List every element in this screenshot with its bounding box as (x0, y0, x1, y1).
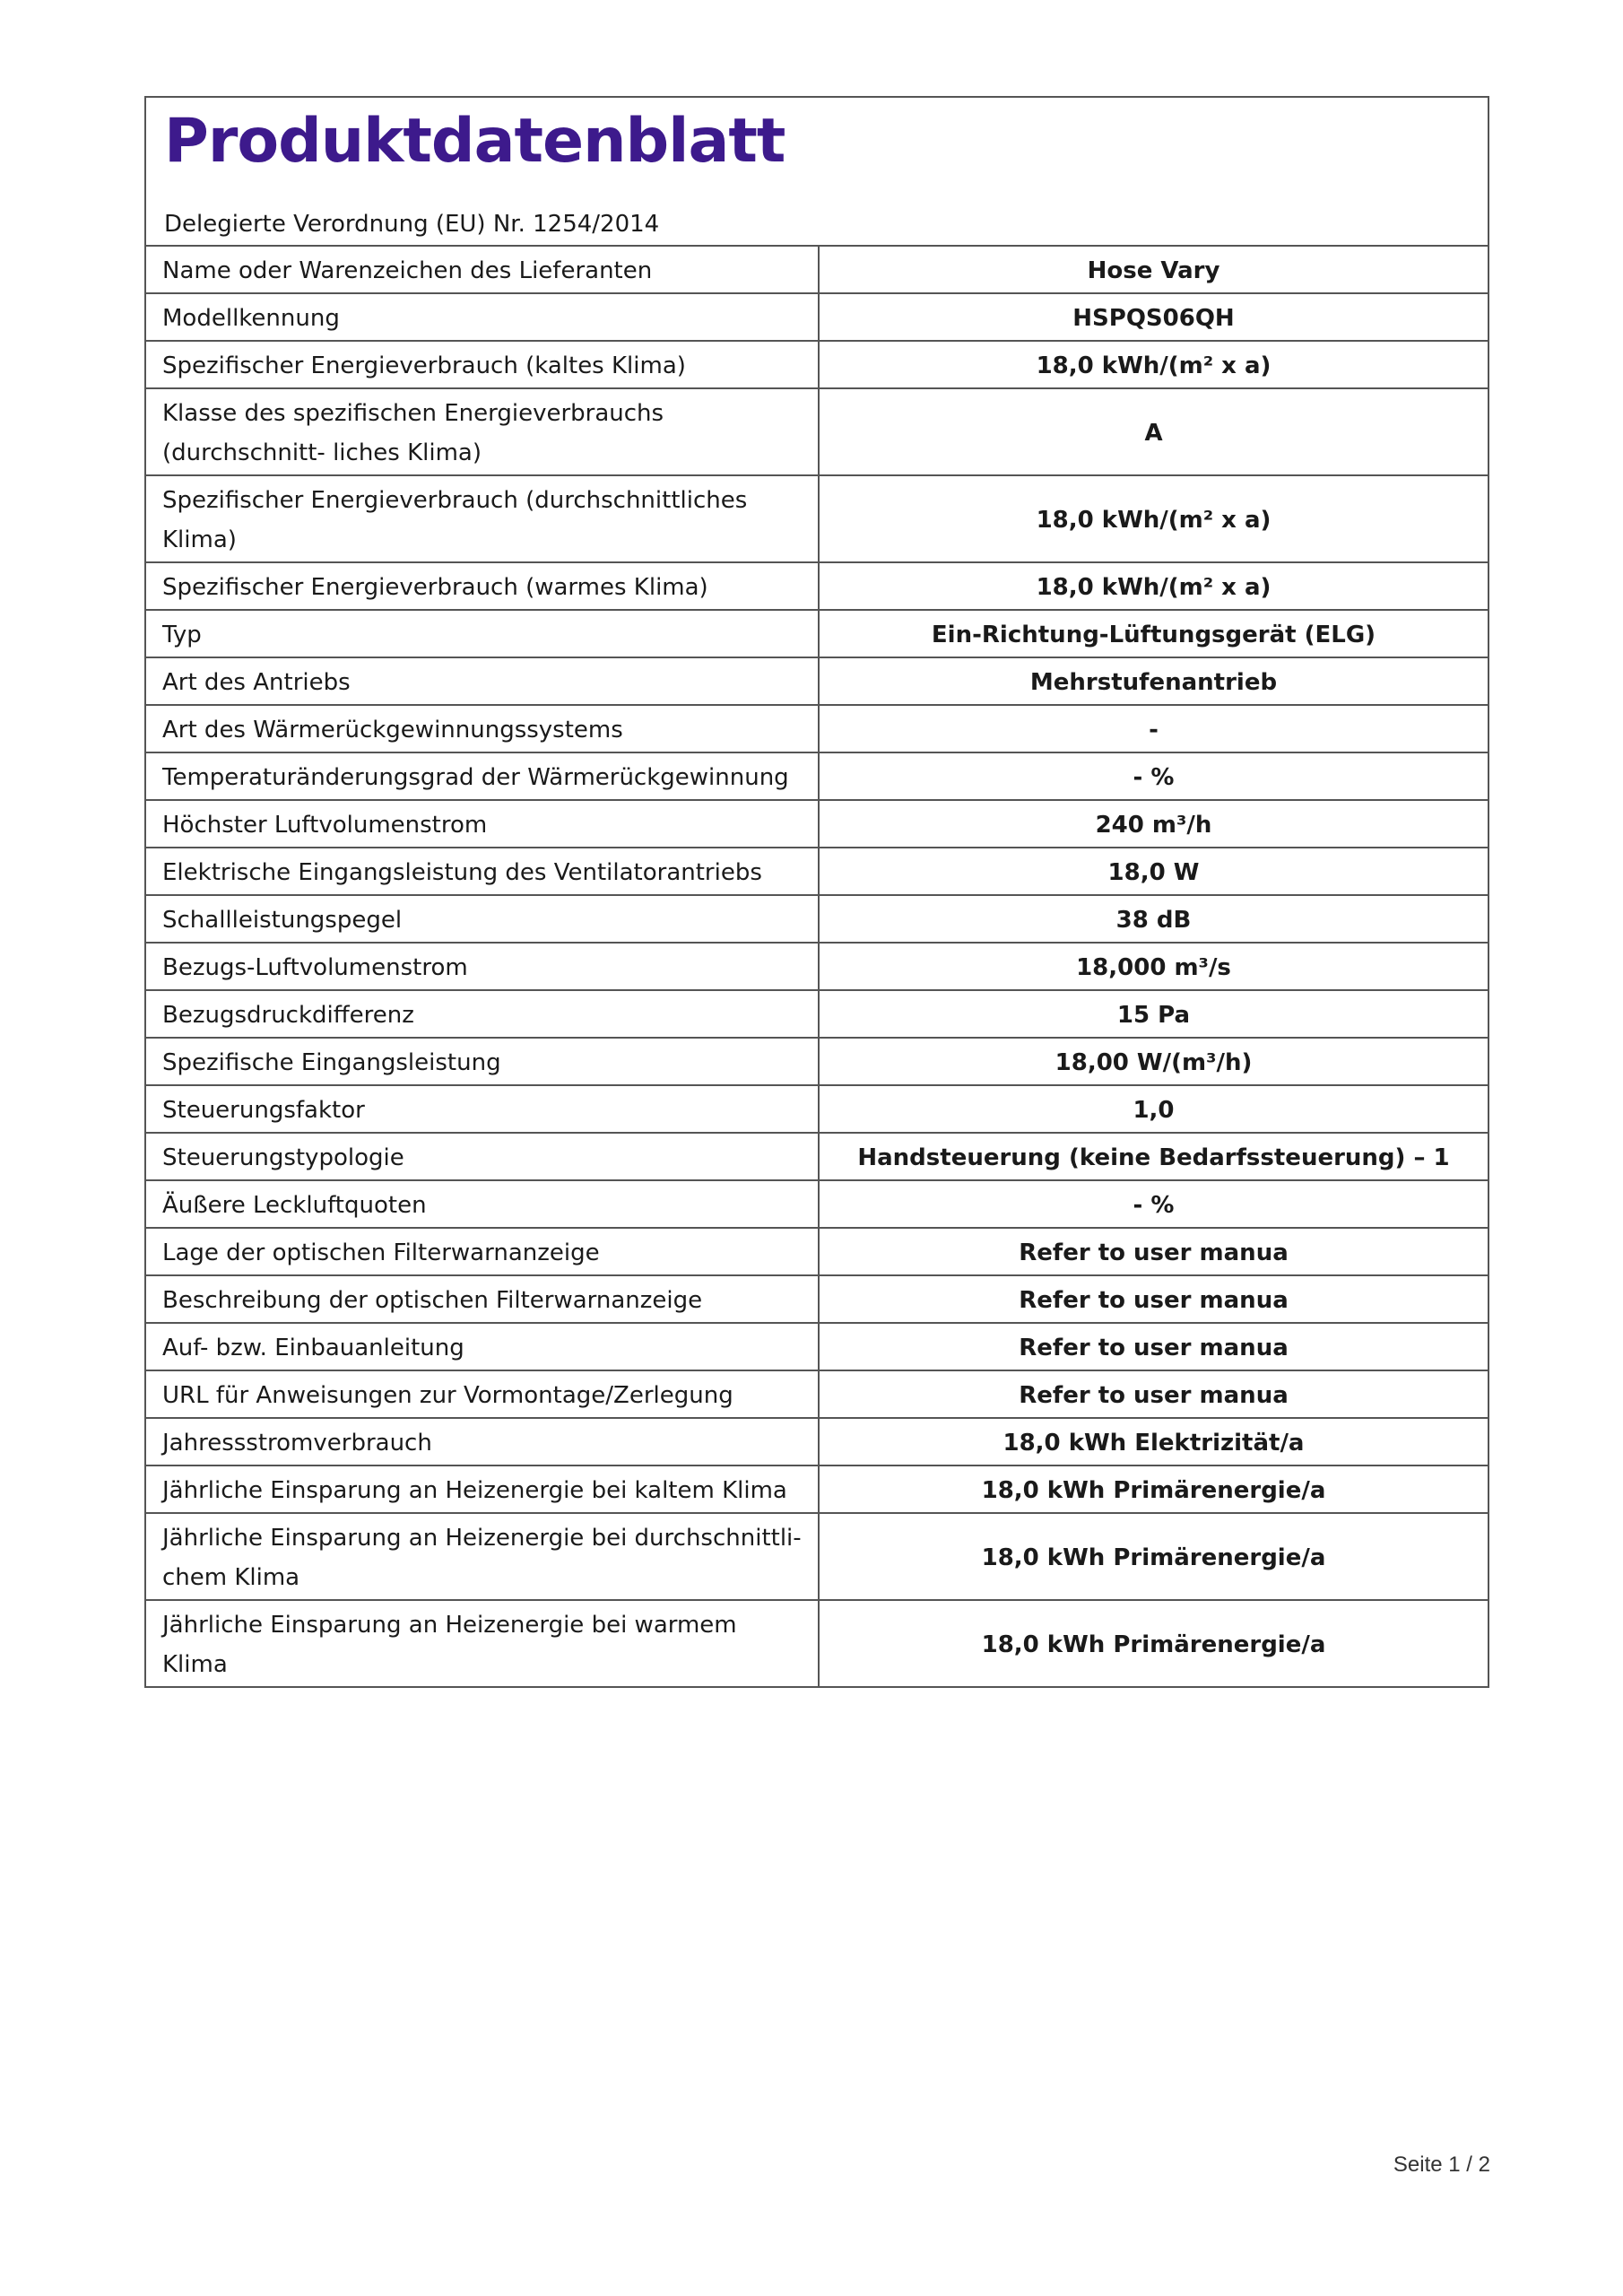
page-number: Seite 1 / 2 (1393, 2152, 1490, 2177)
row-label: Bezugs-Luftvolumenstrom (146, 943, 819, 990)
table-row (146, 1038, 1488, 1085)
table-row (146, 562, 1488, 610)
row-label: Modellkennung (146, 293, 819, 341)
table-row (146, 895, 1488, 943)
row-label: Jahressstromverbrauch (146, 1418, 819, 1465)
row-label: Spezifischer Energieverbrauch (kaltes Klima) (146, 341, 819, 388)
row-value: Ein-Richtung-Lüftungsgerät (ELG) (819, 610, 1488, 657)
row-label: Auf- bzw. Einbauanleitung (146, 1323, 819, 1370)
table-row (146, 1323, 1488, 1370)
row-value: 18,0 kWh Primärenergie/a (819, 1600, 1488, 1686)
table-row (146, 1228, 1488, 1275)
row-label: Schallleistungspegel (146, 895, 819, 943)
table-row (146, 1370, 1488, 1418)
row-value: 15 Pa (819, 990, 1488, 1038)
row-value: - % (819, 752, 1488, 800)
row-label: Beschreibung der optischen Filterwarnanzeige (146, 1275, 819, 1323)
row-label: Höchster Luftvolumenstrom (146, 800, 819, 848)
row-value: Hose Vary (1087, 257, 1220, 284)
row-label: Name oder Warenzeichen des Lieferanten (146, 247, 819, 293)
table-row (146, 1418, 1488, 1465)
row-label: Temperaturänderungsgrad der Wärmerückgewinnung (146, 752, 819, 800)
row-value: 18,00 W/(m³/h) (819, 1038, 1488, 1085)
row-label: Lage der optischen Filterwarnanzeige (146, 1228, 819, 1275)
table-row (146, 1180, 1488, 1228)
table-row (146, 341, 1488, 388)
row-value: 18,0 kWh Elektrizität/a (819, 1418, 1488, 1465)
row-label: Typ (146, 610, 819, 657)
row-value: 18,0 kWh/(m² x a) (819, 562, 1488, 610)
row-label: URL für Anweisungen zur Vormontage/Zerlegung (146, 1370, 819, 1418)
sheet-header (146, 98, 1488, 247)
table-row (146, 247, 1488, 293)
table-row (146, 293, 1488, 341)
table-row (146, 1133, 1488, 1180)
row-label: Steuerungsfaktor (146, 1085, 819, 1133)
row-value: 18,0 kWh Primärenergie/a (819, 1513, 1488, 1600)
row-label: Art des Wärmerückgewinnungssystems (146, 705, 819, 752)
table-row (146, 848, 1488, 895)
row-value: Refer to user manua (819, 1275, 1488, 1323)
row-value: 18,0 W (819, 848, 1488, 895)
row-label: Art des Antriebs (146, 657, 819, 705)
row-value: Mehrstufenantrieb (819, 657, 1488, 705)
row-value: Refer to user manua (819, 1370, 1488, 1418)
table-row (146, 1465, 1488, 1513)
row-value: - (819, 705, 1488, 752)
row-label: Elektrische Eingangsleistung des Ventilatorantriebs (146, 848, 819, 895)
row-value: Refer to user manua (819, 1323, 1488, 1370)
row-label: Klasse des spezifischen Energieverbrauchs (durchschnitt- liches Klima) (146, 388, 819, 475)
row-value: 18,0 kWh/(m² x a) (819, 341, 1488, 388)
row-value: - % (819, 1180, 1488, 1228)
row-value: 18,0 kWh/(m² x a) (819, 475, 1488, 562)
product-data-sheet (144, 96, 1489, 1688)
row-label: Steuerungstypologie (146, 1133, 819, 1180)
specification-table-body (146, 247, 1488, 1686)
row-label: Jährliche Einsparung an Heizenergie bei durchschnittli- chem Klima (146, 1513, 819, 1600)
table-row (146, 1600, 1488, 1686)
row-label: Spezifische Eingangsleistung (146, 1038, 819, 1085)
row-label: Spezifischer Energieverbrauch (durchschnittliches Klima) (146, 475, 819, 562)
page-title: Produktdatenblatt (164, 106, 785, 177)
table-row (146, 1275, 1488, 1323)
table-row (146, 1513, 1488, 1600)
table-row (146, 705, 1488, 752)
row-label: Jährliche Einsparung an Heizenergie bei warmem Klima (146, 1600, 819, 1686)
row-value: 18,0 kWh Primärenergie/a (819, 1465, 1488, 1513)
row-value: Handsteuerung (keine Bedarfssteuerung) – 1 (819, 1133, 1488, 1180)
table-row (146, 990, 1488, 1038)
table-row (146, 800, 1488, 848)
row-label: Äußere Leckluftquoten (146, 1180, 819, 1228)
row-value: HSPQS06QH (819, 293, 1488, 341)
row-label: Spezifischer Energieverbrauch (warmes Klima) (146, 562, 819, 610)
row-value: 18,000 m³/s (819, 943, 1488, 990)
row-label: Jährliche Einsparung an Heizenergie bei kaltem Klima (146, 1465, 819, 1513)
table-row (146, 475, 1488, 562)
row-value: Refer to user manua (819, 1228, 1488, 1275)
table-row (146, 657, 1488, 705)
row-value: A (819, 388, 1488, 475)
table-row (146, 610, 1488, 657)
table-row (146, 388, 1488, 475)
row-value: 38 dB (819, 895, 1488, 943)
row-value: 1,0 (819, 1085, 1488, 1133)
regulation-subtitle: Delegierte Verordnung (EU) Nr. 1254/2014 (164, 211, 660, 238)
row-label: Bezugsdruckdifferenz (146, 990, 819, 1038)
table-row (146, 943, 1488, 990)
table-row (146, 752, 1488, 800)
specification-table (146, 247, 1488, 1686)
row-value: 240 m³/h (819, 800, 1488, 848)
table-row (146, 1085, 1488, 1133)
